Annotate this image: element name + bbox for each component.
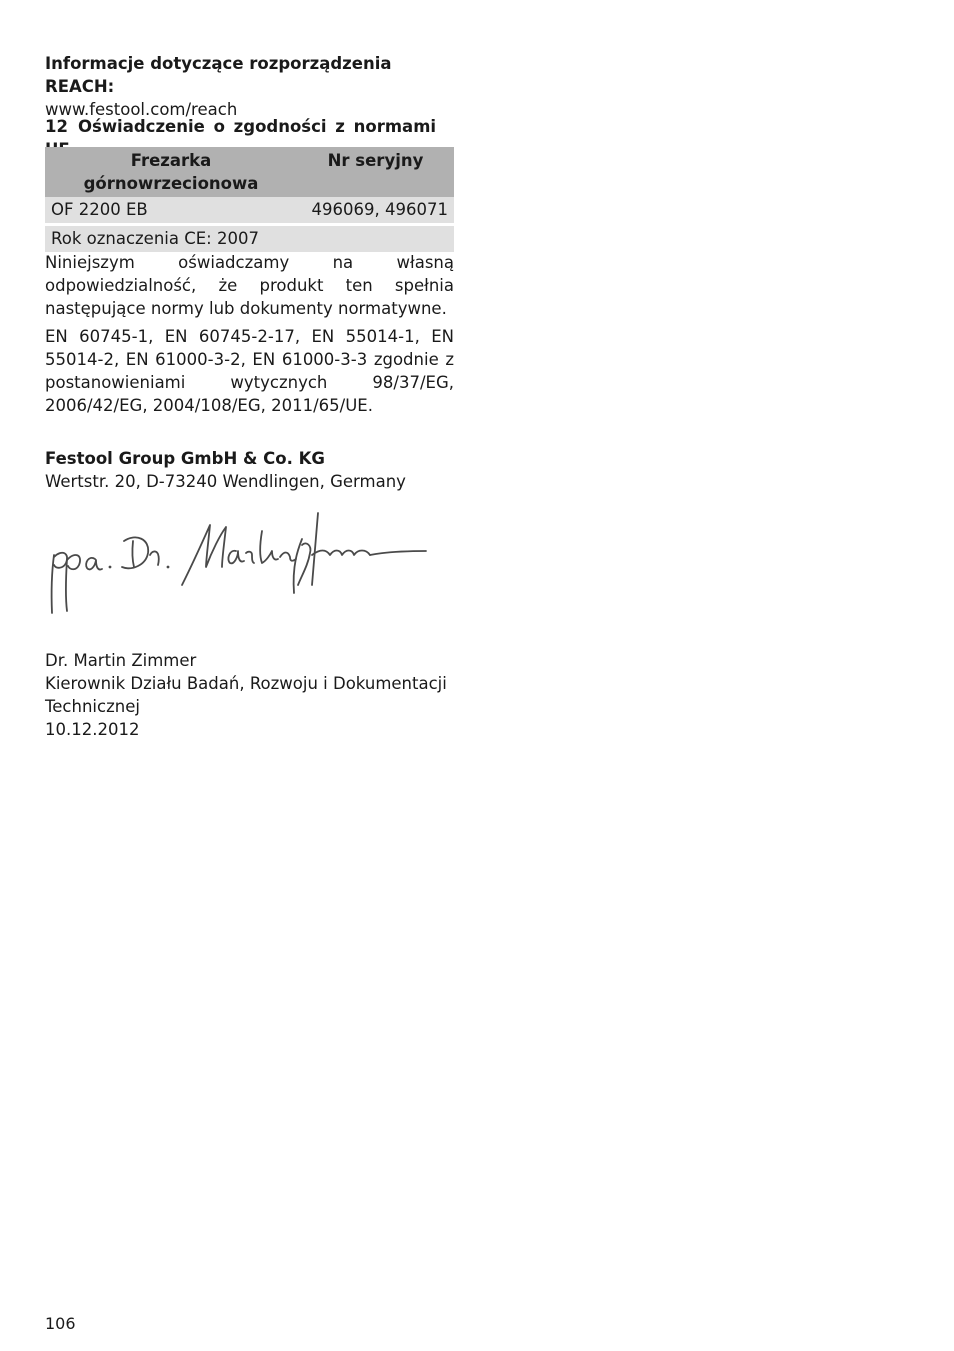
company-block	[45, 447, 454, 493]
signatory-role: Kierownik Działu Badań, Rozwoju i Dokumentacji Technicznej	[45, 674, 447, 716]
standards-text: EN 60745-1, EN 60745-2-17, EN 55014-1, EN 55014-2, EN 61000-3-2, EN 61000-3-3 zgodnie z postanowieniami wytycznych 98/37/EG, 2006/42/EG, 2004/108/EG, 2011/65/UE.	[45, 327, 454, 415]
page-number: 106	[45, 1314, 76, 1333]
table-row	[45, 226, 454, 252]
product-model: OF 2200 EB	[45, 197, 297, 223]
declaration-text: Niniejszym oświadczamy na własną odpowiedzialność, że produkt ten spełnia następujące normy lub dokumenty normatywne.	[45, 253, 454, 318]
table-row	[45, 197, 454, 223]
section-title: Oświadczenie o zgodności z normami	[77, 117, 437, 136]
signature	[40, 505, 430, 617]
serial-numbers: 496069, 496071	[297, 197, 454, 223]
declaration-block	[45, 251, 454, 417]
reach-url: www.festool.com/reach	[45, 100, 238, 119]
ce-year: Rok oznaczenia CE: 2007	[45, 226, 454, 252]
company-address: Wertstr. 20, D-73240 Wendlingen, Germany	[45, 472, 406, 491]
table-header-product: Frezarka górnowrzecionowa	[45, 147, 297, 197]
signature-date: 10.12.2012	[45, 720, 140, 739]
product-table	[45, 147, 454, 252]
reach-title: Informacje dotyczące rozporządzenia REACH:	[45, 54, 392, 96]
company-name: Festool Group GmbH & Co. KG	[45, 449, 325, 468]
reach-info	[45, 52, 454, 121]
signatory-block	[45, 649, 454, 741]
section-number: 12	[45, 117, 68, 136]
table-header-serial: Nr seryjny	[297, 147, 454, 197]
signatory-name: Dr. Martin Zimmer	[45, 651, 197, 670]
